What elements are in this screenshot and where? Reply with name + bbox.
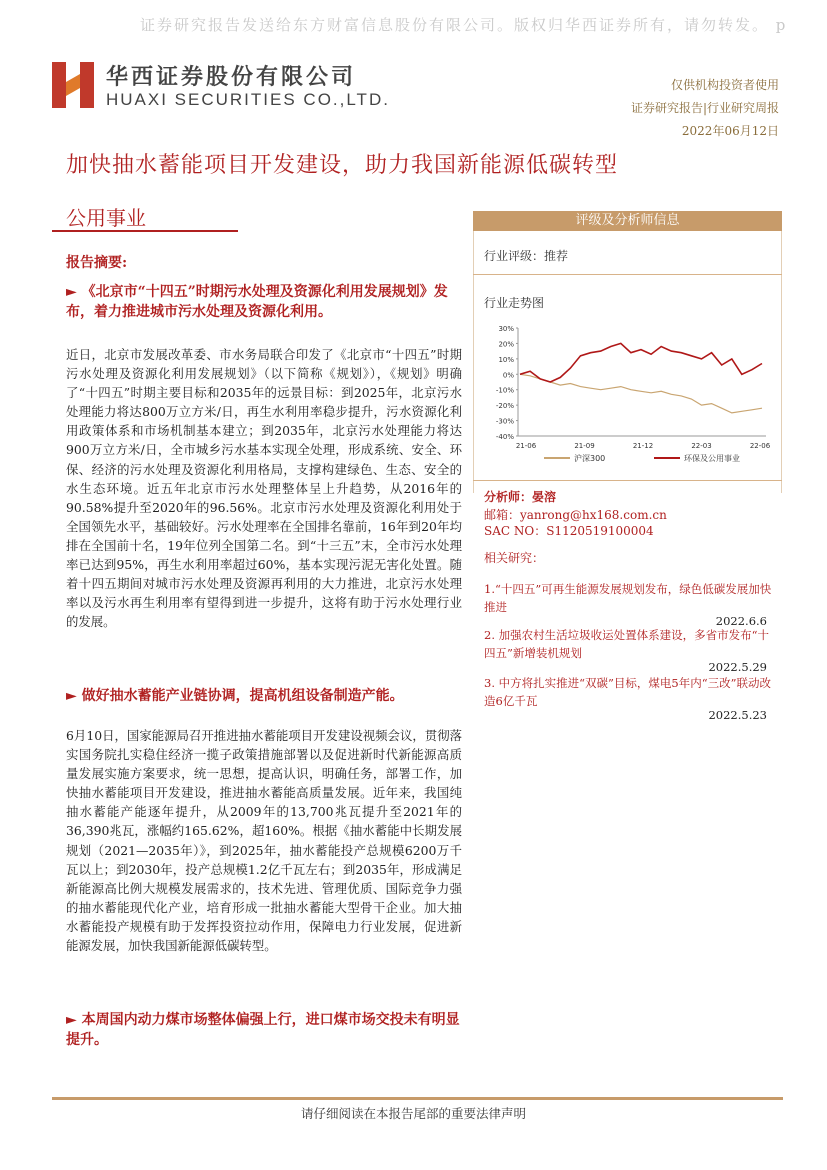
y-tick-labels: [496, 325, 514, 441]
section-3-heading: ► 本周国内动力煤市场整体偏强上行，进口煤市场交投未有明显提升。: [66, 1012, 460, 1048]
chart-axes: [516, 328, 766, 436]
sidebar-border-left: [473, 231, 474, 493]
x-tick-label: 21-06: [515, 442, 537, 450]
related-item-2-date: 2022.5.29: [708, 660, 767, 674]
company-name-en: HUAXI SECURITIES CO.,LTD.: [106, 90, 390, 109]
x-tick-label: 22-03: [691, 442, 712, 450]
summary-heading: 报告摘要:: [66, 255, 128, 271]
y-tick-label: -10%: [495, 386, 514, 395]
related-item-3[interactable]: 3. 中方将扎实推进“双碳”目标，煤电5年内“三改”联动改造6亿千瓦: [484, 676, 771, 708]
y-tick-label: 10%: [498, 355, 514, 364]
company-name-cn: 华西证券股份有限公司: [106, 65, 357, 90]
legal-notice: 请仔细阅读在本报告尾部的重要法律声明: [300, 1106, 526, 1121]
sector-underline: [52, 230, 238, 232]
section-2-heading: ► 做好抽水蓄能产业链协调，提高机组设备制造产能。: [66, 688, 404, 704]
legend-label: 沪深300: [574, 454, 606, 463]
related-item-1-date: 2022.6.6: [715, 614, 767, 628]
series-line-2: [520, 343, 762, 382]
footer-divider: [52, 1097, 783, 1100]
y-tick-label: -30%: [495, 417, 514, 426]
analyst-name: 分析师：晏溶: [484, 490, 557, 504]
analyst-email[interactable]: 邮箱：yanrong@hx168.com.cn: [484, 508, 667, 522]
y-tick-label: 0%: [502, 371, 514, 380]
section-1-text: 近日，北京市发展改革委、市水务局联合印发了《北京市“十四五”时期污水处理及资源化利用发展规划》（以下简称《规划》），《规划》明确了“十四五”时期主要目标和2035年的远景目标：到2025年，北京污水处理能力将达800万立方米/日，再生水利用率稳步提升，污水资源化利用政策体系和市场机制基本建立；到2035年，北京污水处理能力将达900万立方米/日，全市城乡污水基本实现全处理，形成系统、安全、环保、经济的污水处理及资源化利用格局，支撑构建绿色、生态、安全的水生态环境。近五年北京市污水处理整体呈上升趋势，从2016年的90.58%提升至2020年的96.56%。北京市污水处理及资源化利用处于全国领先水平，基础较好。污水处理率在全国排名靠前，16年到20年均排在全国前十名，19年位列全国第二名。到“十三五”末，全市污水处理率已达到95%，再生水利用率超过60%，基本实现污泥无害化处置。随着十四五期间对城市污水处理及资源再利用的大力推进，北京污水处理率以及污水再生利用率有望得到进一步提升，这将有助于污水处理行业的发展。: [66, 347, 462, 630]
x-tick-label: 21-12: [632, 442, 654, 450]
report-type: 证券研究报告|行业研究周报: [630, 101, 779, 115]
watermark: 证券研究报告发送给东方财富信息股份有限公司。版权归华西证券所有，请勿转发。 p: [140, 16, 788, 34]
related-item-2[interactable]: 2. 加强农村生活垃圾收运处置体系建设，多省市发布“十四五”新增装机规划: [484, 628, 770, 660]
report-date: 2022年06月12日: [681, 124, 779, 138]
report-title: 加快抽水蓄能项目开发建设，助力我国新能源低碳转型: [66, 153, 619, 178]
x-tick-labels: [516, 442, 771, 450]
company-logo-icon: [52, 62, 94, 108]
y-tick-label: 20%: [498, 340, 514, 349]
sector-name: 公用事业: [66, 206, 146, 230]
related-title: 相关研究：: [484, 551, 545, 565]
x-tick-label: 22-06: [749, 442, 771, 450]
related-item-1[interactable]: 1.“十四五”可再生能源发展规划发布，绿色低碳发展加快推进: [484, 582, 772, 614]
trend-title: 行业走势图: [484, 296, 545, 310]
sidebar-divider: [473, 480, 782, 481]
chart-legend: [544, 453, 740, 463]
industry-rating: 行业评级：推荐: [484, 249, 569, 263]
section-2-text: 6月10日，国家能源局召开推进抽水蓄能项目开发建设视频会议，贯彻落实国务院扎实稳住经济一揽子政策措施部署以及促进新时代新能源高质量发展实施方案要求，统一思想，提高认识，明确任务，部署工作，加快抽水蓄能项目开发建设，推进抽水蓄能高质量发展。近年来，我国纯抽水蓄能产能逐年提升，从2009年的13,700兆瓦提升至2021年的36,390兆瓦，涨幅约165.62%，超160%。根据《抽水蓄能中长期发展规划（2021—2035年）》，到2025年，抽水蓄能投产总规模6200万千瓦以上；到2030年，投产总规模1.2亿千瓦左右；到2035年，形成满足新能源高比例大规模发展需求的，技术先进、管理优质、国际竞争力强的抽水蓄能现代化产业，培育形成一批抽水蓄能大型骨干企业。加大抽水蓄能投产规模有助于发挥投资拉动作用，保障电力行业发展，促进新能源发展，加快我国新能源低碳转型。: [66, 728, 462, 954]
y-tick-label: -40%: [495, 433, 514, 441]
section-1-heading: ► 《北京市“十四五”时期污水处理及资源化利用发展规划》发布，着力推进城市污水处理及资源化利用。: [66, 284, 448, 320]
related-item-3-date: 2022.5.23: [708, 708, 767, 722]
sidebar-border-right: [781, 231, 782, 493]
sidebar-divider: [473, 274, 782, 275]
analyst-sac: SAC NO：S1120519100004: [484, 524, 654, 538]
y-tick-label: -20%: [495, 402, 514, 411]
sidebar-header: 评级及分析师信息: [473, 211, 782, 231]
audience-label: 仅供机构投资者使用: [670, 78, 779, 92]
legend-label: 环保及公用事业: [684, 454, 740, 463]
x-tick-label: 21-09: [574, 442, 595, 450]
y-tick-label: 30%: [498, 325, 514, 333]
trend-chart: [484, 318, 774, 468]
series-lines: [520, 343, 762, 413]
